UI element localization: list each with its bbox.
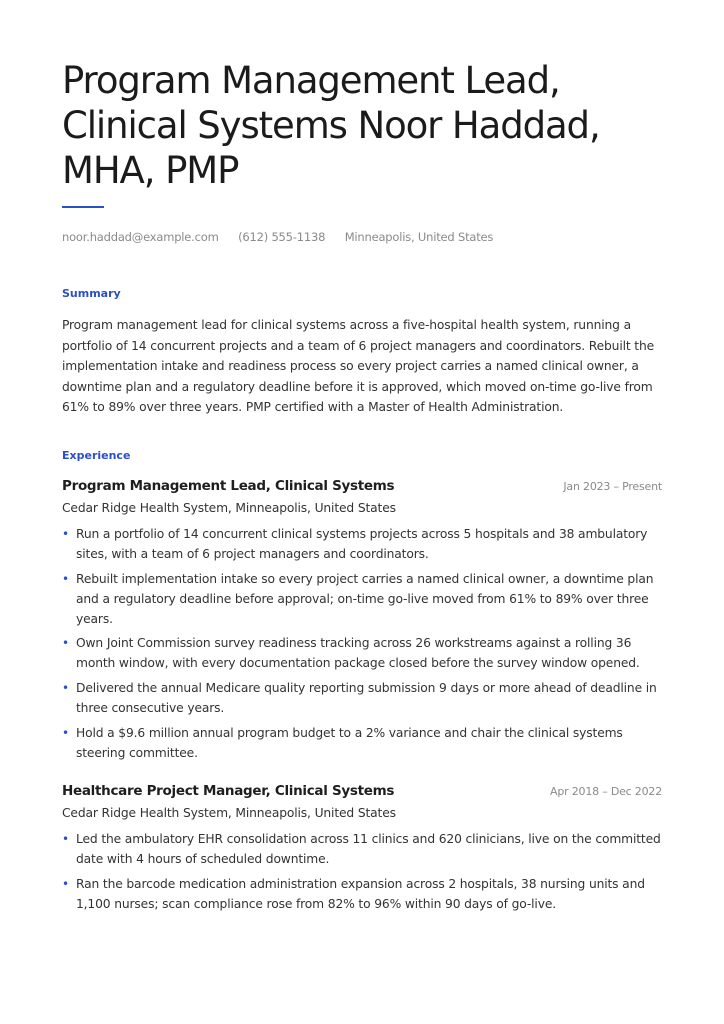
job-title: Healthcare Project Manager, Clinical Systems [62, 783, 395, 799]
job-organization: Cedar Ridge Health System, Minneapolis, United States [62, 806, 396, 820]
bullet-text: Led the ambulatory EHR consolidation across 11 clinics and 620 clinicians, live on the committed date with 4 hours of scheduled downtime. [76, 832, 661, 866]
bullet-text: Run a portfolio of 14 concurrent clinical systems projects across 5 hospitals and 38 ambulatory sites, with a team of 6 project managers and coordinators. [76, 527, 648, 561]
job-dates: Apr 2018 – Dec 2022 [550, 785, 662, 798]
bullet-text: Hold a $9.6 million annual program budget to a 2% variance and chair the clinical systems steering committee. [76, 725, 623, 760]
bullet-text: Own Joint Commission survey readiness tracking across 26 workstreams against a rolling 36 month window, with every documentation package closed before the survey window opened. [76, 636, 640, 671]
bullet-icon: • [62, 527, 69, 541]
resume-page [62, 0, 664, 1024]
bullet-icon: • [62, 725, 69, 740]
bullet-item [62, 678, 664, 718]
job-title: Program Management Lead, Clinical Systems [62, 478, 395, 494]
job-entry [62, 783, 664, 918]
contact-line [62, 230, 509, 244]
bullet-item [62, 569, 664, 629]
bullet-text: Ran the barcode medication administration expansion across 2 hospitals, 38 nursing units and 1,100 nurses; scan compliance rose from 82% to 96% within 90 days of go-live. [76, 876, 645, 911]
bullet-item [62, 524, 664, 564]
job-organization: Cedar Ridge Health System, Minneapolis, United States [62, 501, 396, 515]
bullet-icon: • [62, 681, 69, 696]
bullet-icon: • [62, 832, 69, 846]
name-title: Program Management Lead, Clinical Systems Noor Haddad, MHA, PMP [62, 59, 600, 192]
bullet-icon: • [62, 876, 69, 891]
summary-text: Program management lead for clinical systems across a five-hospital health system, running a portfolio of 14 concurrent projects and a team of 6 project managers and coordinators. Rebuilt the implementation intake and readiness process so every project carries a named clinical owner, a downtime plan and a regulatory deadline before it is approved, which moved on-time go-live from 61% to 89% over three years. PMP certified with a Master of Health Administration. [62, 318, 655, 415]
accent-rule [62, 206, 104, 208]
bullet-text: Rebuilt implementation intake so every project carries a named clinical owner, a downtime plan and a regulatory deadline before approval; on-time go-live moved from 61% to 89% over three years. [76, 571, 654, 626]
job-bullets [62, 524, 664, 763]
bullet-item [62, 874, 664, 914]
job-entry [62, 478, 664, 767]
bullet-text: Delivered the annual Medicare quality reporting submission 9 days or more ahead of deadline in three consecutive years. [76, 681, 657, 716]
experience-heading: Experience [62, 449, 131, 462]
bullet-item [62, 829, 664, 869]
contact-email[interactable]: noor.haddad@example.com [62, 230, 219, 244]
summary-heading: Summary [62, 287, 121, 300]
job-dates: Jan 2023 – Present [563, 480, 662, 493]
contact-phone[interactable]: (612) 555-1138 [238, 230, 326, 244]
contact-location: Minneapolis, United States [344, 230, 494, 244]
bullet-item [62, 723, 664, 763]
job-bullets [62, 829, 664, 914]
bullet-item [62, 633, 664, 673]
bullet-icon: • [62, 636, 69, 651]
bullet-icon: • [62, 571, 69, 586]
